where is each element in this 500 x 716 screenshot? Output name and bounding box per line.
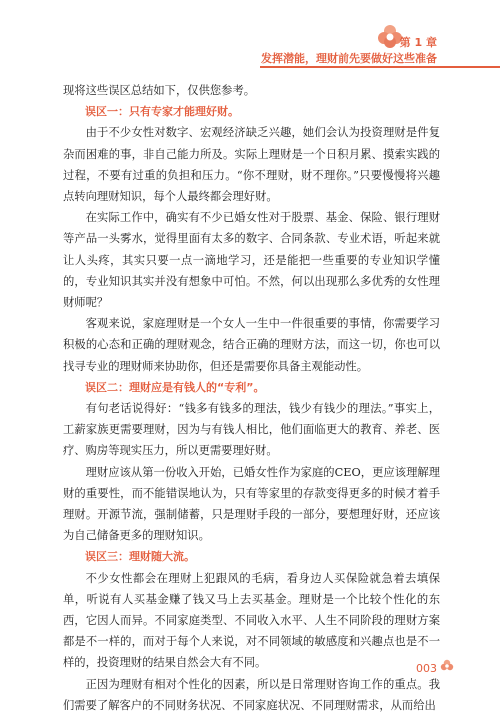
paragraph: 在实际工作中，确实有不少已婚女性对于股票、基金、保险、银行理财等产品一头雾水，觉得里面有太多的数字、合同条款、专业术语，听起来就让人头疼，其实只要一点一滴地学习，还是能把一些重要的专业知识学懂的，专业知识其实并没有想象中可怕。不然，何以出现那么多优秀的女性理财师呢？ xyxy=(63,211,440,310)
page-header xyxy=(0,0,500,72)
page-number: 003 xyxy=(416,662,437,675)
header-rule xyxy=(260,66,500,68)
paragraph: 由于不少女性对数字、宏观经济缺乏兴趣，她们会认为投资理财是件复杂而困难的事，非自己能力所及。实际上理财是一个日积月累、摸索实践的过程，不要有过重的负担和压力。“你不理财，财不理你。”只要慢慢将兴趣点转向理财知识，每个人最终都会理好财。 xyxy=(63,126,440,204)
paragraph: 理财应该从第一份收入开始，已婚女性作为家庭的CEO，更应该理解理财的重要性，而不能错误地认为，只有等家里的存款变得更多的时候才着手理财。开源节流，强制储蓄，只是理财手段的一部分，要想理好财，还应该为自己储备更多的理财知识。 xyxy=(63,465,440,543)
section-heading-3: 误区三：理财随大流。 xyxy=(85,550,195,564)
page-flower-icon xyxy=(439,658,455,674)
chapter-subtitle: 发挥潜能，理财前先要做好这些准备 xyxy=(261,52,437,65)
section-heading-1: 误区一：只有专家才能理好财。 xyxy=(85,105,239,119)
paragraph: 不少女性都会在理财上犯跟风的毛病，看身边人买保险就急着去填保单，听说有人买基金赚了钱又马上去买基金。理财是一个比较个性化的东西，它因人而异。不同家庭类型、不同收入水平、人生不同阶段的理财方案都是不一样的，而对于每个人来说，对不同领域的敏感度和兴趣点也是不一样的，投资理财的结果自然会大有不同。 xyxy=(63,571,440,670)
intro-paragraph: 现将这些误区总结如下，仅供您参考。 xyxy=(63,84,256,97)
paragraph: 正因为理财有相对个性化的因素，所以是日常理财咨询工作的重点。我们需要了解客户的不同财务状况、不同家庭状况、不同理财需求，从而给出 xyxy=(63,677,440,712)
chapter-number: 第 1 章 xyxy=(399,36,437,49)
paragraph: 客观来说，家庭理财是一个女人一生中一件很重要的事情，你需要学习积极的心态和正确的理财观念，结合正确的理财方法，而这一切，你也可以找寻专业的理财师来协助你，但还是需要你具备主观能动性。 xyxy=(63,317,440,373)
section-heading-2: 误区二：理财应是有钱人的“专利”。 xyxy=(85,380,265,394)
paragraph: 有句老话说得好：“钱多有钱多的理法，钱少有钱少的理法。”事实上，工薪家族更需要理财，因为与有钱人相比，他们面临更大的教育、养老、医疗、购房等现实压力，所以更需要理好财。 xyxy=(63,402,440,458)
page-body xyxy=(63,80,440,716)
